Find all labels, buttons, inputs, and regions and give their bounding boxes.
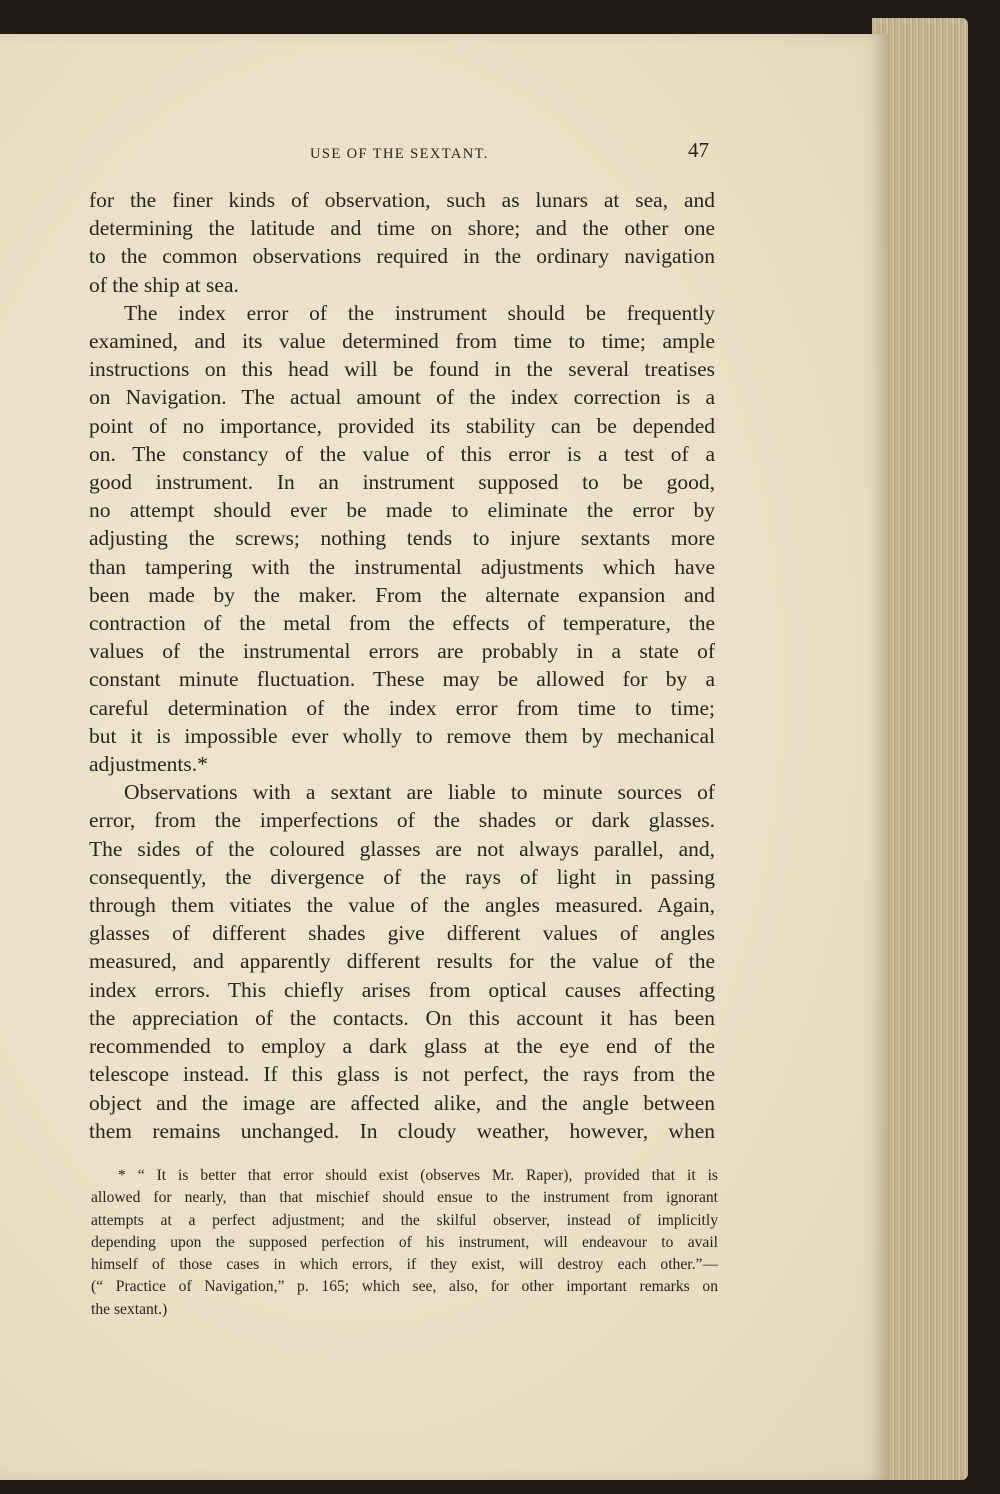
body-line: careful determination of the index error from time to time; [89, 695, 715, 720]
body-line: contraction of the metal from the effects of temperature, the [89, 611, 715, 636]
body-line: of the ship at sea. [89, 272, 239, 297]
body-line: consequently, the divergence of the rays of light in passing [89, 864, 715, 889]
running-head: USE OF THE SEXTANT. [310, 146, 489, 162]
body-line: index errors. This chiefly arises from optical causes affecting [89, 977, 715, 1002]
page-number: 47 [688, 138, 709, 162]
body-line: telescope instead. If this glass is not perfect, the rays from the [89, 1062, 715, 1087]
footnote [91, 1165, 718, 1321]
body-line: them remains unchanged. In cloudy weather, however, when [89, 1118, 715, 1143]
body-line: determining the latitude and time on shore; and the other one [89, 216, 715, 241]
body-line: Observations with a sextant are liable to minute sources of [124, 780, 715, 805]
body-line: examined, and its value determined from time to time; ample [89, 329, 715, 354]
body-line: through them vitiates the value of the angles measured. Again, [89, 893, 715, 918]
body-line: adjusting the screws; nothing tends to injure sextants more [89, 526, 715, 551]
footnote-line: allowed for nearly, than that mischief should ensue to the instrument from ignorant [91, 1189, 718, 1207]
footnote-line: the sextant.) [91, 1300, 168, 1318]
body-line: no attempt should ever be made to eliminate the error by [89, 498, 715, 523]
footnote-line: himself of those cases in which errors, if they exist, will destroy each other.”— [91, 1256, 718, 1274]
body-line: instructions on this head will be found in the several treatises [89, 357, 715, 382]
body-line: but it is impossible ever wholly to remove them by mechanical [89, 723, 715, 748]
body-line: to the common observations required in the ordinary navigation [89, 244, 715, 269]
body-line: for the finer kinds of observation, such as lunars at sea, and [89, 188, 715, 212]
body-line: recommended to employ a dark glass at the eye end of the [89, 1034, 715, 1059]
body-line: than tampering with the instrumental adjustments which have [89, 554, 715, 579]
body-line: the appreciation of the contacts. On this account it has been [89, 1005, 715, 1030]
body-line: values of the instrumental errors are probably in a state of [89, 639, 715, 664]
footnote-line: attempts at a perfect adjustment; and the skilful observer, instead of implicitly [91, 1211, 718, 1229]
body-line: constant minute fluctuation. These may be allowed for by a [89, 667, 715, 692]
body-line: point of no importance, provided its stability can be depended [89, 413, 715, 438]
body-line: on Navigation. The actual amount of the index correction is a [89, 385, 715, 410]
body-line: adjustments.* [89, 752, 208, 777]
footnote-line: * “ It is better that error should exist (observes Mr. Raper), provided that it is [118, 1167, 718, 1184]
body-line: on. The constancy of the value of this error is a test of a [89, 441, 715, 466]
body-text [89, 186, 715, 1145]
body-line: been made by the maker. From the alternate expansion and [89, 582, 715, 607]
footnote-line: (“ Practice of Navigation,” p. 165; which see, also, for other important remarks on [91, 1278, 718, 1296]
footnote-line: depending upon the supposed perfection of his instrument, will endeavour to avail [91, 1233, 718, 1251]
body-line: error, from the imperfections of the shades or dark glasses. [89, 808, 715, 833]
body-line: glasses of different shades give different values of angles [89, 921, 715, 946]
body-line: object and the image are affected alike, and the angle between [89, 1090, 715, 1115]
body-line: good instrument. In an instrument supposed to be good, [89, 470, 715, 495]
body-line: measured, and apparently different results for the value of the [89, 949, 715, 974]
body-line: The sides of the coloured glasses are not always parallel, and, [89, 836, 715, 861]
body-line: The index error of the instrument should be frequently [124, 300, 715, 325]
